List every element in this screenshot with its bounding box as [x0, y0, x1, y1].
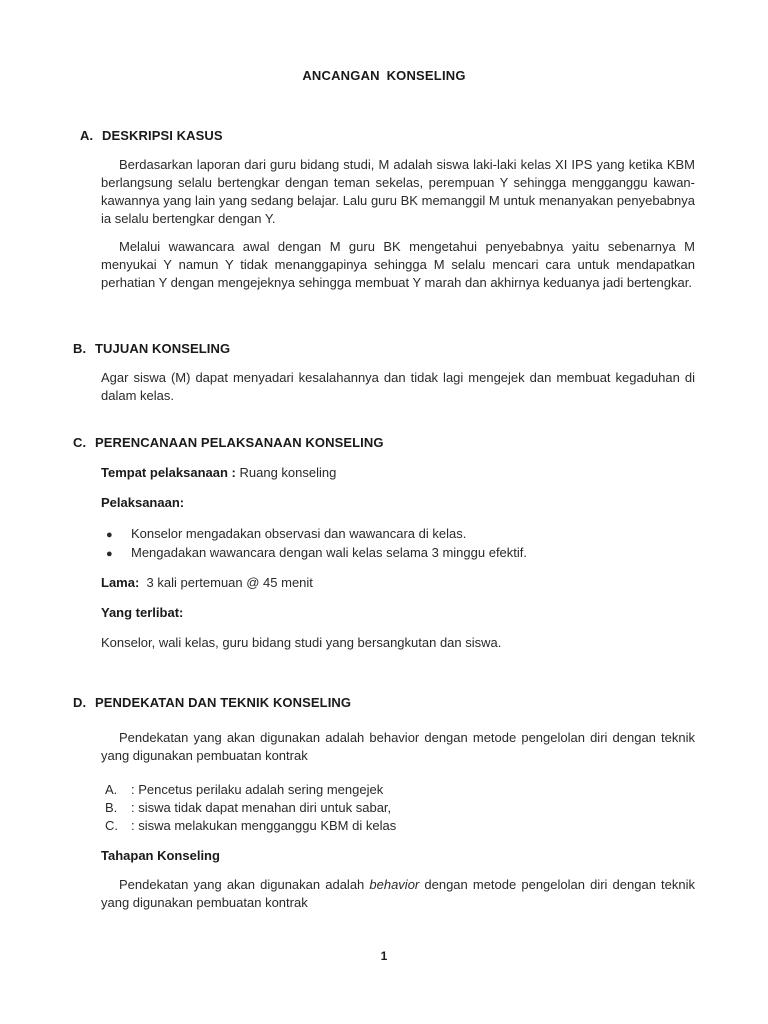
section-c-heading — [73, 435, 384, 450]
section-a-paragraph-1: Berdasarkan laporan dari guru bidang studi, M adalah siswa laki-laki kelas XI IPS yang ketika KBM berlangsung selalu bertengkar dengan teman sekelas, perempuan Y sehingga mengganggu kawan-kawannya yang lain yang sedang belajar. Lalu guru BK memanggil M untuk menanyakan penyebabnya ia selalu bertengkar dengan Y. — [101, 157, 695, 226]
lama-label: Lama: — [101, 575, 140, 590]
bullet-dot-icon: ● — [106, 529, 113, 541]
document-title: ANCANGAN KONSELING — [302, 68, 466, 83]
paragraph-text: Pendekatan yang akan digunakan adalah — [119, 877, 370, 892]
pelaksanaan-label: Pelaksanaan: — [101, 495, 185, 510]
tahapan-konseling-line — [101, 848, 220, 863]
yang-terlibat-value: Konselor, wali kelas, guru bidang studi yang bersangkutan dan siswa. — [101, 635, 502, 650]
lama-line — [101, 575, 313, 590]
section-d-number: D. — [73, 695, 87, 710]
tempat-value: Ruang konseling — [235, 465, 337, 480]
section-b-title: TUJUAN KONSELING — [95, 341, 231, 356]
section-a-title: DESKRIPSI KASUS — [102, 128, 223, 143]
pelaksanaan-line — [101, 495, 184, 510]
page-number: 1 — [380, 949, 388, 963]
tahapan-konseling-label: Tahapan Konseling — [101, 848, 220, 863]
section-d-heading — [73, 695, 351, 710]
section-c-number: C. — [73, 435, 87, 450]
list-item — [105, 800, 391, 815]
list-item — [105, 782, 383, 797]
yang-terlibat-label: Yang terlibat: — [101, 605, 184, 620]
section-d-paragraph-1: Pendekatan yang akan digunakan adalah behavior dengan metode pengelolan diri dengan teknik yang digunakan pembuatan kontrak — [101, 730, 695, 763]
section-b-heading — [73, 341, 230, 356]
section-c-title: PERENCANAAN PELAKSANAAN KONSELING — [95, 435, 384, 450]
bullet-text: Konselor mengadakan observasi dan wawancara di kelas. — [131, 526, 467, 541]
list-item-label: A. — [105, 782, 118, 797]
list-item-text: : siswa tidak dapat menahan diri untuk sabar, — [131, 800, 392, 815]
behavior-italic-term: behavior — [369, 877, 420, 892]
bullet-dot-icon: ● — [106, 548, 113, 560]
list-item-label: B. — [105, 800, 118, 815]
lama-value: 3 kali pertemuan @ 45 menit — [139, 575, 313, 590]
section-d-title: PENDEKATAN DAN TEKNIK KONSELING — [95, 695, 352, 710]
yang-terlibat-line — [101, 605, 183, 620]
section-b-paragraph: Agar siswa (M) dapat menyadari kesalahannya dan tidak lagi mengejek dan membuat kegaduhan di dalam kelas. — [101, 370, 695, 403]
bullet-item — [106, 545, 527, 560]
paragraph-text: dengan metode pengelolan diri dengan teknik yang digunakan pembuatan kontrak — [101, 877, 695, 910]
tempat-pelaksanaan-line — [101, 465, 336, 480]
bullet-item — [106, 526, 466, 541]
list-item-text: : Pencetus perilaku adalah sering mengejek — [131, 782, 384, 797]
bullet-text: Mengadakan wawancara dengan wali kelas selama 3 minggu efektif. — [131, 545, 528, 560]
section-d-paragraph-2 — [101, 876, 695, 912]
section-a-paragraph-2: Melalui wawancara awal dengan M guru BK mengetahui penyebabnya yaitu sebenarnya M menyukai Y namun Y tidak menanggapinya sehingga M selalu mencari cara untuk mendapatkan perhatian Y dengan mengejeknya sehingga membuat Y marah dan akhirnya keduanya jadi bertengkar. — [101, 239, 695, 290]
section-b-number: B. — [73, 341, 87, 356]
list-item-text: : siswa melakukan mengganggu KBM di kelas — [131, 818, 397, 833]
section-a-heading — [80, 128, 223, 143]
tempat-label: Tempat pelaksanaan : — [101, 465, 236, 480]
list-item — [105, 818, 396, 833]
list-item-label: C. — [105, 818, 118, 833]
section-a-number: A. — [80, 128, 94, 143]
